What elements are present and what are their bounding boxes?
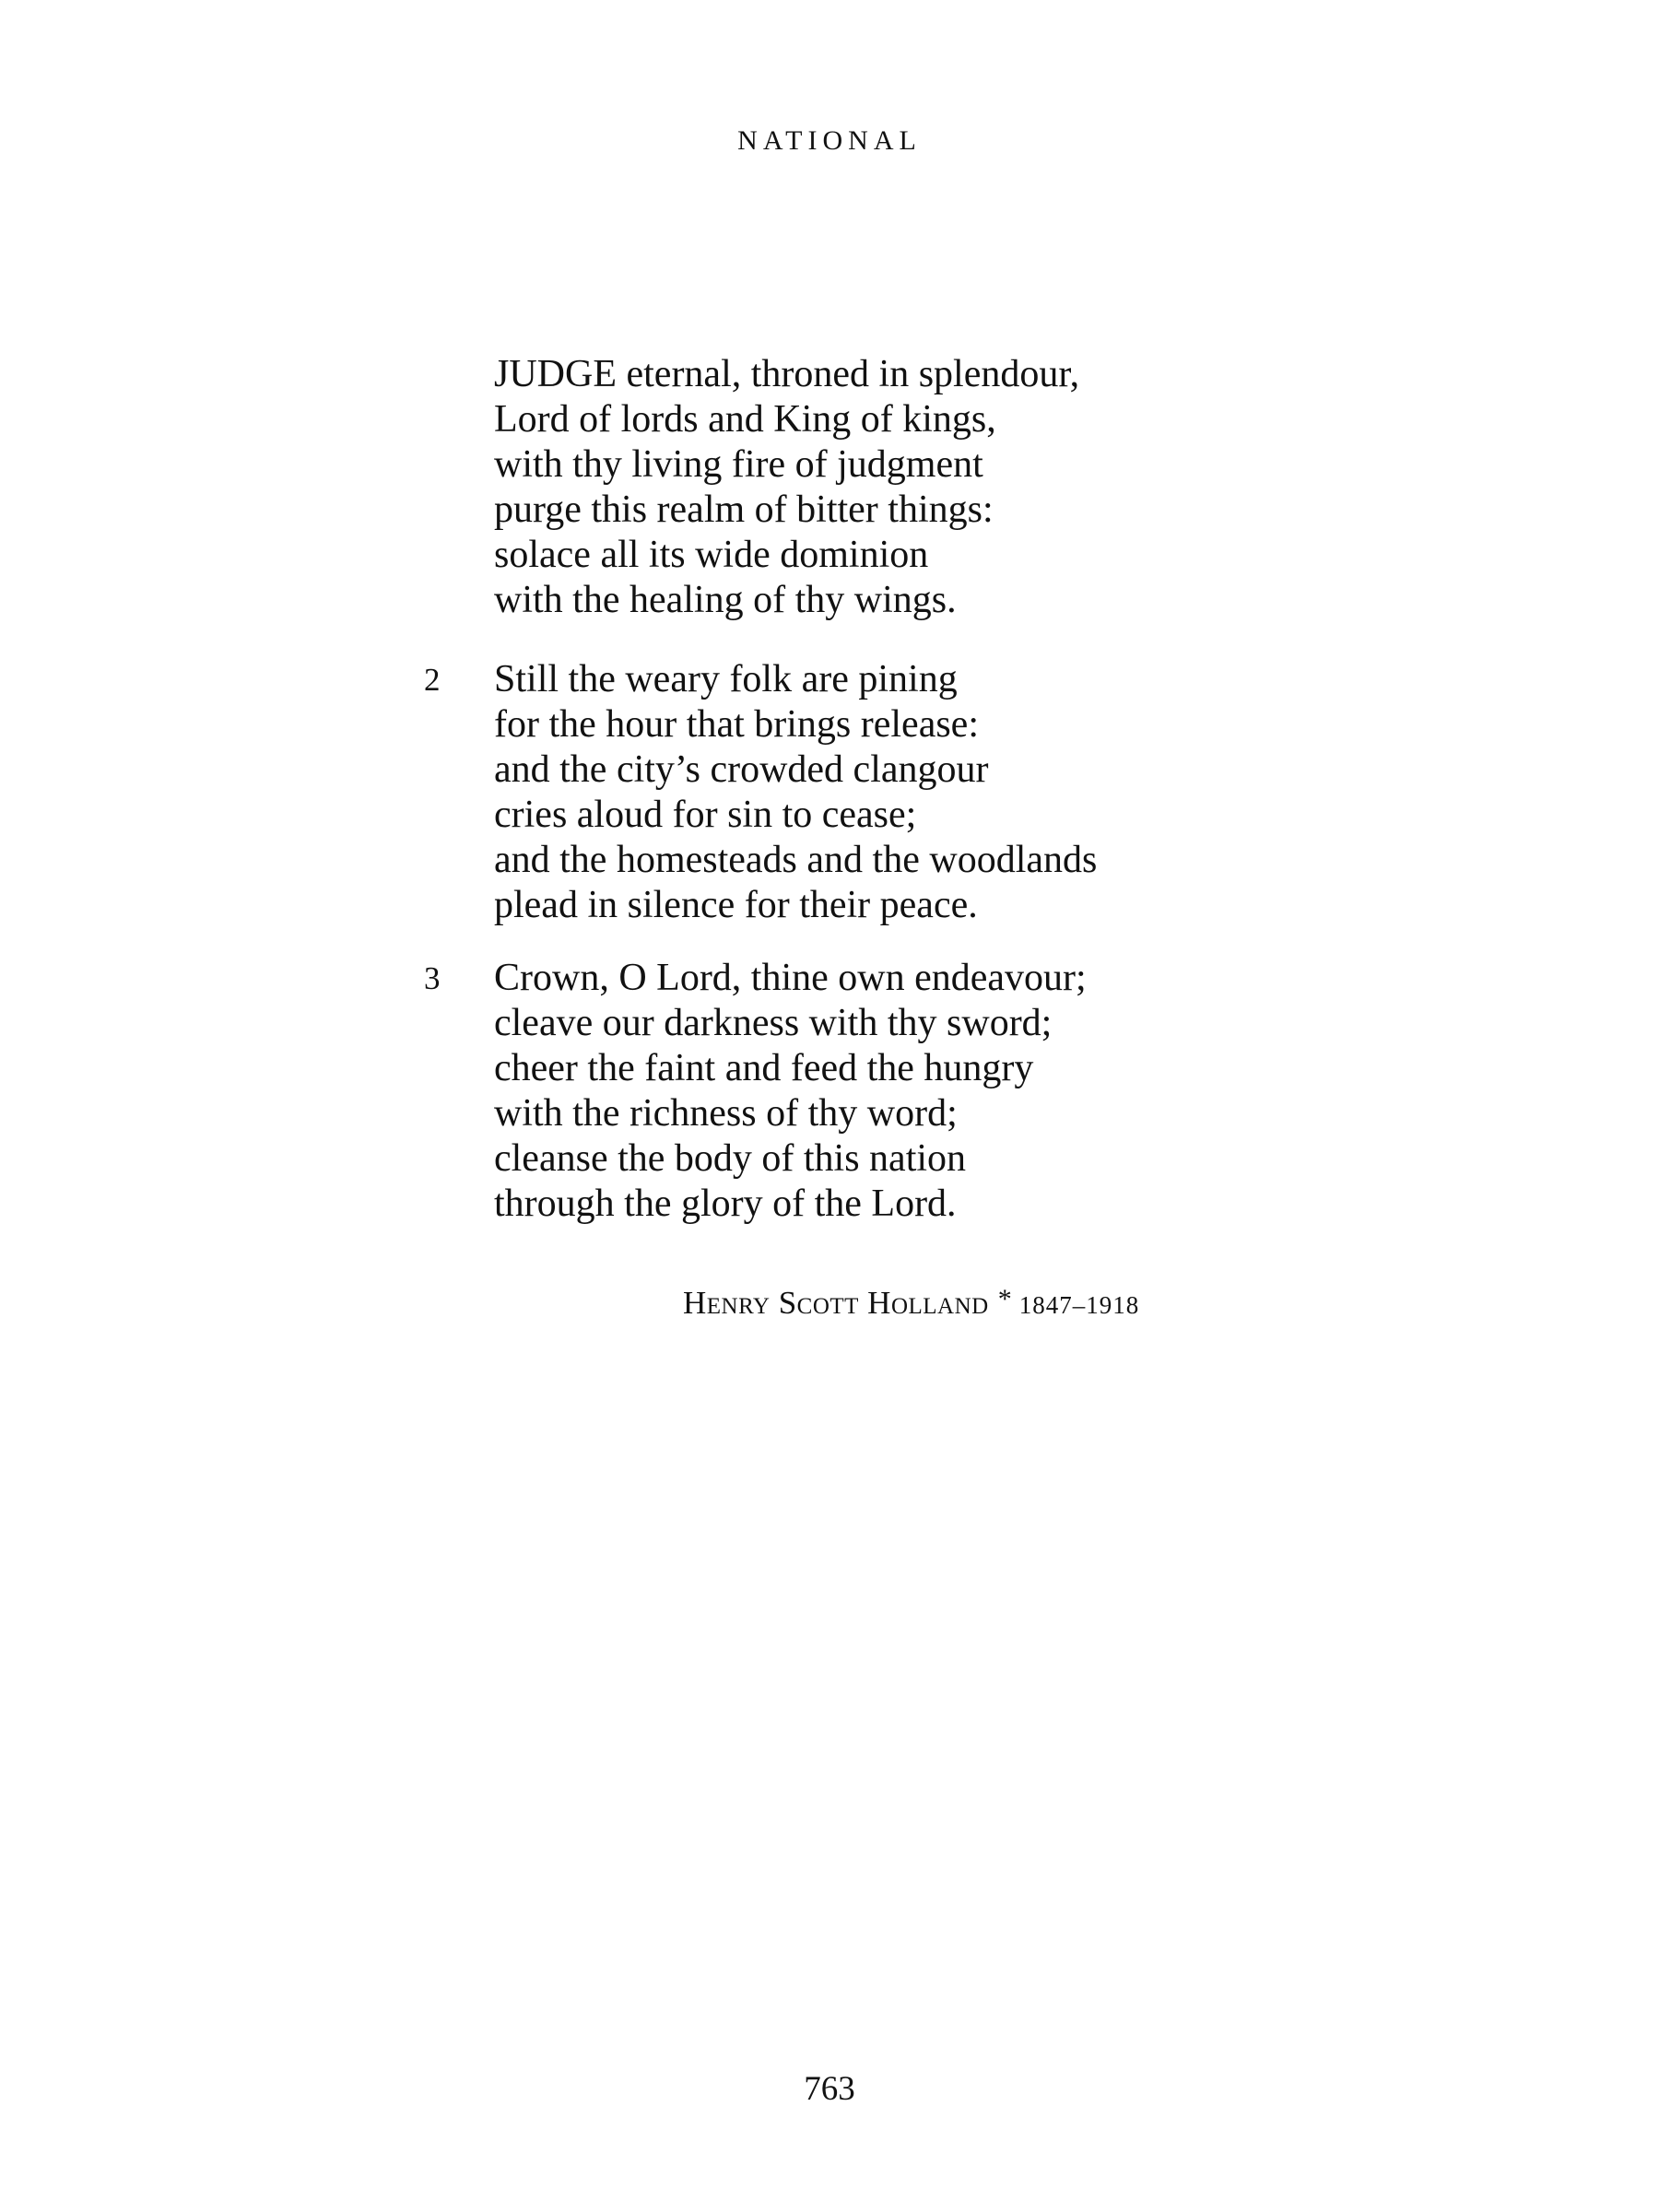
star-icon: * (997, 1284, 1012, 1314)
stanza-line: plead in silence for their peace. (494, 884, 978, 926)
stanza-3 (424, 956, 1324, 1227)
stanza-line: Crown, O Lord, thine own endeavour; (494, 957, 1087, 999)
stanza-line: cries aloud for sin to cease; (494, 794, 917, 836)
stanza-line: for the hour that brings release: (494, 703, 979, 746)
stanza-line: with the richness of thy word; (494, 1092, 958, 1135)
author-dates: 1847–1918 (1018, 1291, 1140, 1319)
stanza-line: purge this realm of bitter things: (494, 488, 994, 531)
stanza-number: 2 (424, 662, 441, 698)
stanza-line: Still the weary folk are pining (494, 658, 958, 700)
stanza-line: JUDGE eternal, throned in splendour, (494, 353, 1080, 395)
running-head: NATIONAL (737, 125, 922, 156)
stanza-2 (424, 657, 1324, 928)
stanza-line: and the city’s crowded clangour (494, 748, 989, 791)
page-number: 763 (804, 2070, 855, 2108)
stanza-line: with thy living fire of judgment (494, 443, 983, 486)
stanza-line: cleanse the body of this nation (494, 1137, 967, 1180)
stanza-line: cleave our darkness with thy sword; (494, 1002, 1053, 1044)
stanza-line: solace all its wide dominion (494, 534, 929, 576)
stanza-line: with the healing of thy wings. (494, 579, 957, 621)
attribution (683, 1284, 1140, 1321)
stanza-1 (494, 352, 1324, 623)
stanza-line: through the glory of the Lord. (494, 1182, 957, 1225)
stanza-line: and the homesteads and the woodlands (494, 839, 1098, 881)
author-name: Henry Scott Holland (683, 1285, 989, 1321)
stanza-number: 3 (424, 960, 441, 996)
stanza-line: Lord of lords and King of kings, (494, 398, 996, 441)
stanza-line: cheer the faint and feed the hungry (494, 1047, 1034, 1089)
